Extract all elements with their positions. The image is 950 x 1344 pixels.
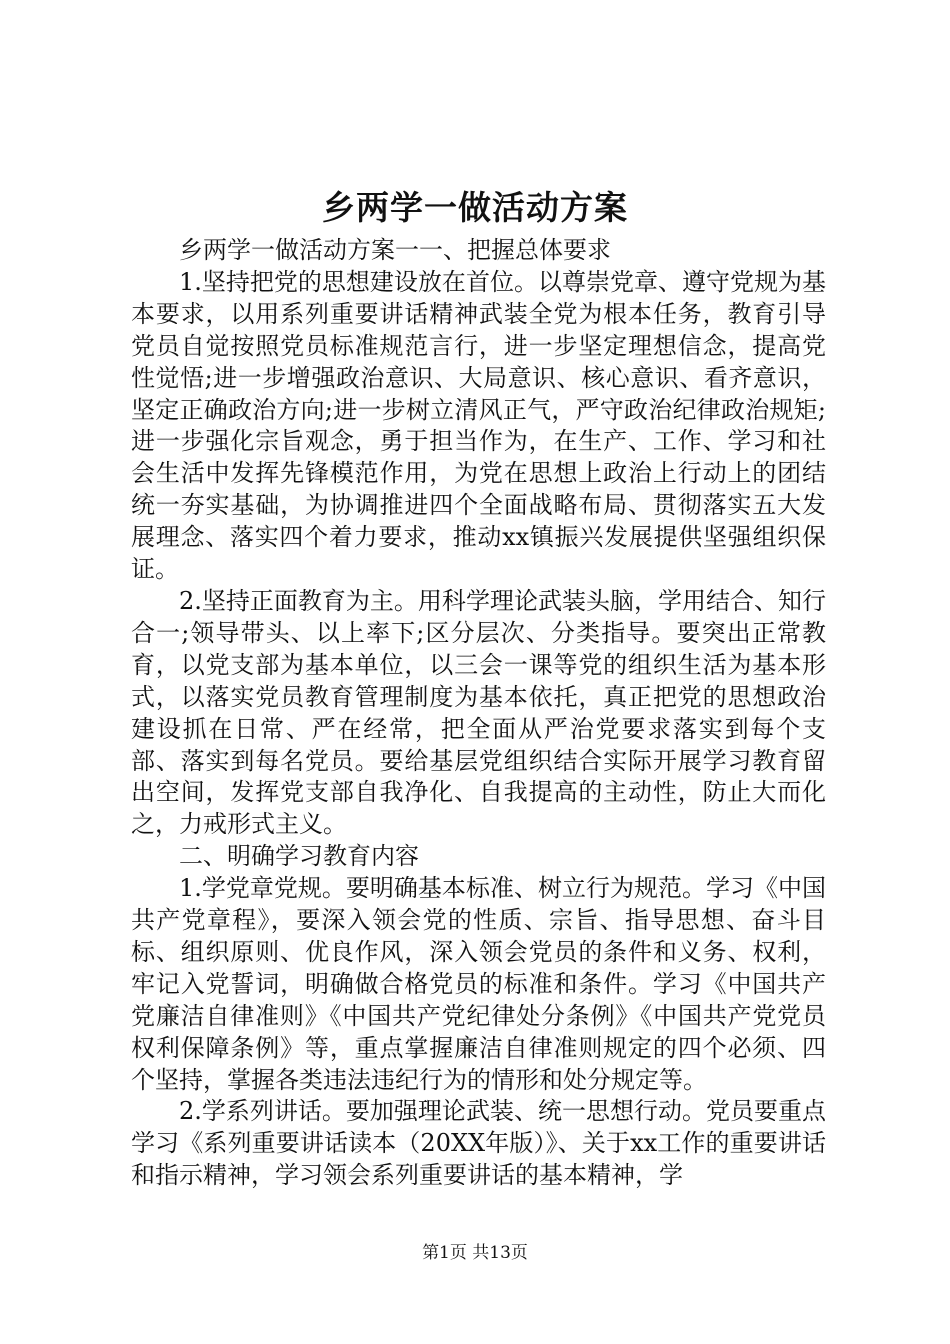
page-number: 第1页 共13页 [422,1243,528,1263]
document-title: 乡两学一做活动方案 [322,188,628,227]
paragraph-study-speeches: 2.学系列讲话。要加强理论武装、统一思想行动。党员要重点学习《系列重要讲话读本（20XX年版）》、关于xx工作的重要讲话和指示精神，学习领会系列重要讲话的基本精神，学 [131,1097,826,1190]
document-body [131,235,826,1192]
paragraph-item-2: 2.坚持正面教育为主。用科学理论武装头脑，学用结合、知行合一;领导带头、以上率下;区分层次、分类指导。要突出正常教育，以党支部为基本单位，以三会一课等党的组织生活为基本形式，以落实党员教育管理制度为基本依托，真正把党的思想政治建设抓在日常、严在经常，把全面从严治党要求落实到每个支部、落实到每名党员。要给基层党组织结合实际开展学习教育留出空间，发挥党支部自我净化、自我提高的主动性，防止大而化之，力戒形式主义。 [131,586,826,839]
section-heading-2: 二、明确学习教育内容 [179,842,419,871]
paragraph-item-1: 1.坚持把党的思想建设放在首位。以尊崇党章、遵守党规为基本要求，以用系列重要讲话精神武装全党为根本任务，教育引导党员自觉按照党员标准规范言行，进一步坚定理想信念，提高党性觉悟;进一步增强政治意识、大局意识、核心意识、看齐意识，坚定正确政治方向;进一步树立清风正气，严守政治纪律政治规矩;进一步强化宗旨观念，勇于担当作为，在生产、工作、学习和社会生活中发挥先锋模范作用，为党在思想上政治上行动上的团结统一夯实基础，为协调推进四个全面战略布局、贯彻落实五大发展理念、落实四个着力要求，推动xx镇振兴发展提供坚强组织保证。 [131,267,826,584]
paragraph-study-party-rules: 1.学党章党规。要明确基本标准、树立行为规范。学习《中国共产党章程》，要深入领会党的性质、宗旨、指导思想、奋斗目标、组织原则、优良作风，深入领会党员的条件和义务、权利，牢记入党誓词，明确做合格党员的标准和条件。学习《中国共产党廉洁自律准则》《中国共产党纪律处分条例》《中国共产党党员权利保障条例》等，重点掌握廉洁自律准则规定的四个必须、四个坚持，掌握各类违法违纪行为的情形和处分规定等。 [131,874,826,1094]
paragraph-intro: 乡两学一做活动方案一一、把握总体要求 [179,236,611,264]
page-footer [0,1241,950,1265]
